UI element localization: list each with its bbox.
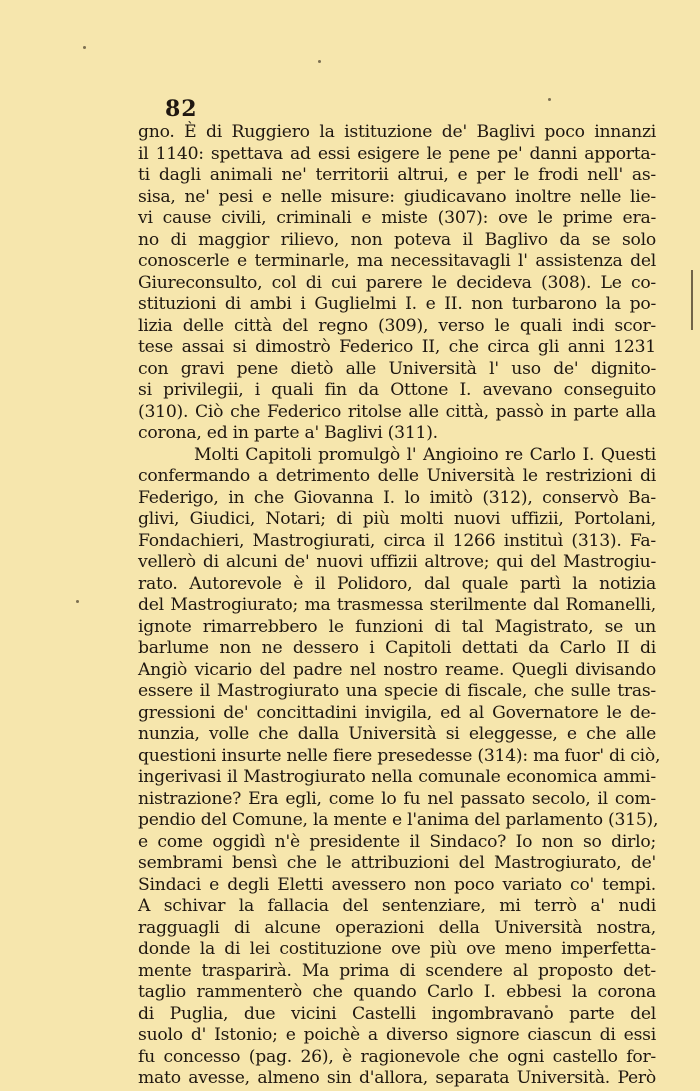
text-line: rato. Autorevole è il Polidoro, dal quale partì la notizia: [138, 573, 656, 594]
text-line: ingerivasi il Mastrogiurato nella comunale economica ammi-: [138, 767, 656, 787]
page-number: 82: [165, 96, 198, 122]
text-line: pendio del Comune, la mente e l'anima del parlamento (315),: [138, 810, 659, 830]
text-line: stituzioni di ambi i Guglielmi I. e II. non turbarono la po-: [138, 294, 656, 314]
body-text: [138, 122, 661, 1090]
text-line: Federigo, in che Giovanna I. lo imitò (312), conservò Ba-: [138, 487, 656, 508]
text-line: nunzia, volle che dalla Università si eleggesse, e che alle: [138, 724, 656, 744]
text-line: Sindaci e degli Eletti avessero non poco variato co' tempi.: [138, 874, 656, 895]
text-line: essere il Mastrogiurato una specie di fiscale, che sulle tras-: [138, 681, 656, 701]
text-line: Angiò vicario del padre nel nostro reame. Quegli divisando: [138, 659, 656, 680]
paragraph-start-line: Molti Capitoli promulgò l' Angioino re Carlo I. Questi: [194, 444, 656, 465]
text-line: e come oggidì n'è presidente il Sindaco? Io non so dirlo;: [138, 831, 656, 852]
text-line: mente trasparirà. Ma prima di scendere al proposto det-: [138, 960, 656, 981]
ink-speck: [318, 60, 321, 63]
text-line: donde la di lei costituzione ove più ove meno imperfetta-: [138, 939, 656, 959]
text-line: ignote rimarrebbero le funzioni di tal Magistrato, se un: [138, 616, 656, 637]
ink-speck: [548, 98, 551, 101]
paragraph-end-line: corona, ed in parte a' Baglivi (311).: [138, 423, 438, 443]
text-line: gno. È di Ruggiero la istituzione de' Baglivi poco innanzi: [138, 122, 656, 142]
text-line: nistrazione? Era egli, come lo fu nel passato secolo, il com-: [138, 788, 656, 809]
text-line: Fondachieri, Mastrogiurati, circa il 1266 instituì (313). Fa-: [138, 530, 656, 551]
text-line: il 1140: spettava ad essi esigere le pene pe' danni apporta-: [138, 143, 656, 164]
text-line: sembrami bensì che le attribuzioni del Mastrogiurato, de': [138, 853, 656, 873]
text-line: vi cause civili, criminali e miste (307): ove le prime era-: [138, 208, 656, 228]
text-line: A schivar la fallacia del sentenziare, mi terrò a' nudi: [138, 896, 656, 916]
text-line: conoscerle e terminarle, ma necessitavagli l' assistenza del: [138, 251, 656, 271]
text-line: del Mastrogiurato; ma trasmessa sterilmente dal Romanelli,: [138, 595, 656, 615]
text-line: Giureconsulto, col di cui parere le decideva (308). Le co-: [138, 272, 656, 293]
text-line: di Puglia, due vicini Castelli ingombravano parte del: [138, 1003, 656, 1024]
text-line: si privilegii, i quali fin da Ottone I. avevano conseguito: [138, 380, 656, 400]
page-edge-shadow: [691, 270, 693, 330]
text-line: tese assai si dimostrò Federico II, che circa gli anni 1231: [138, 337, 656, 357]
text-line: suolo d' Istonio; e poichè a diverso signore ciascun di essi: [138, 1025, 656, 1045]
text-line: fu concesso (pag. 26), è ragionevole che ogni castello for-: [138, 1046, 656, 1067]
text-line: ti dagli animali ne' territorii altrui, e per le frodi nell' as-: [138, 165, 656, 185]
text-line: barlume non ne dessero i Capitoli dettati da Carlo II di: [138, 638, 656, 658]
text-line: confermando a detrimento delle Università le restrizioni di: [138, 466, 656, 486]
text-line: glivi, Giudici, Notari; di più molti nuovi uffizii, Portolani,: [138, 509, 656, 529]
text-line: sisa, ne' pesi e nelle misure: giudicavano inoltre nelle lie-: [138, 186, 656, 207]
text-line: mato avesse, almeno sin d'allora, separata Università. Però: [138, 1068, 656, 1088]
text-line: (310). Ciò che Federico ritolse alle città, passò in parte alla: [138, 401, 656, 422]
text-line: lizia delle città del regno (309), verso le quali indi scor-: [138, 315, 656, 336]
ink-speck: [76, 600, 79, 603]
text-line: vellerò di alcuni de' nuovi uffizii altrove; qui del Mastrogiu-: [138, 552, 656, 572]
text-line: gressioni de' concittadini invigila, ed al Governatore le de-: [138, 702, 656, 723]
text-line: questioni insurte nelle fiere presedesse (314): ma fuor' di ciò,: [138, 745, 661, 766]
text-line: con gravi pene dietò alle Università l' uso de' dignito-: [138, 358, 656, 379]
text-line: ragguagli di alcune operazioni della Università nostra,: [138, 917, 656, 938]
text-line: no di maggior rilievo, non poteva il Baglivo da se solo: [138, 229, 656, 250]
ink-speck: [83, 46, 86, 49]
text-line: taglio rammenterò che quando Carlo I. ebbesi la corona: [138, 982, 656, 1002]
